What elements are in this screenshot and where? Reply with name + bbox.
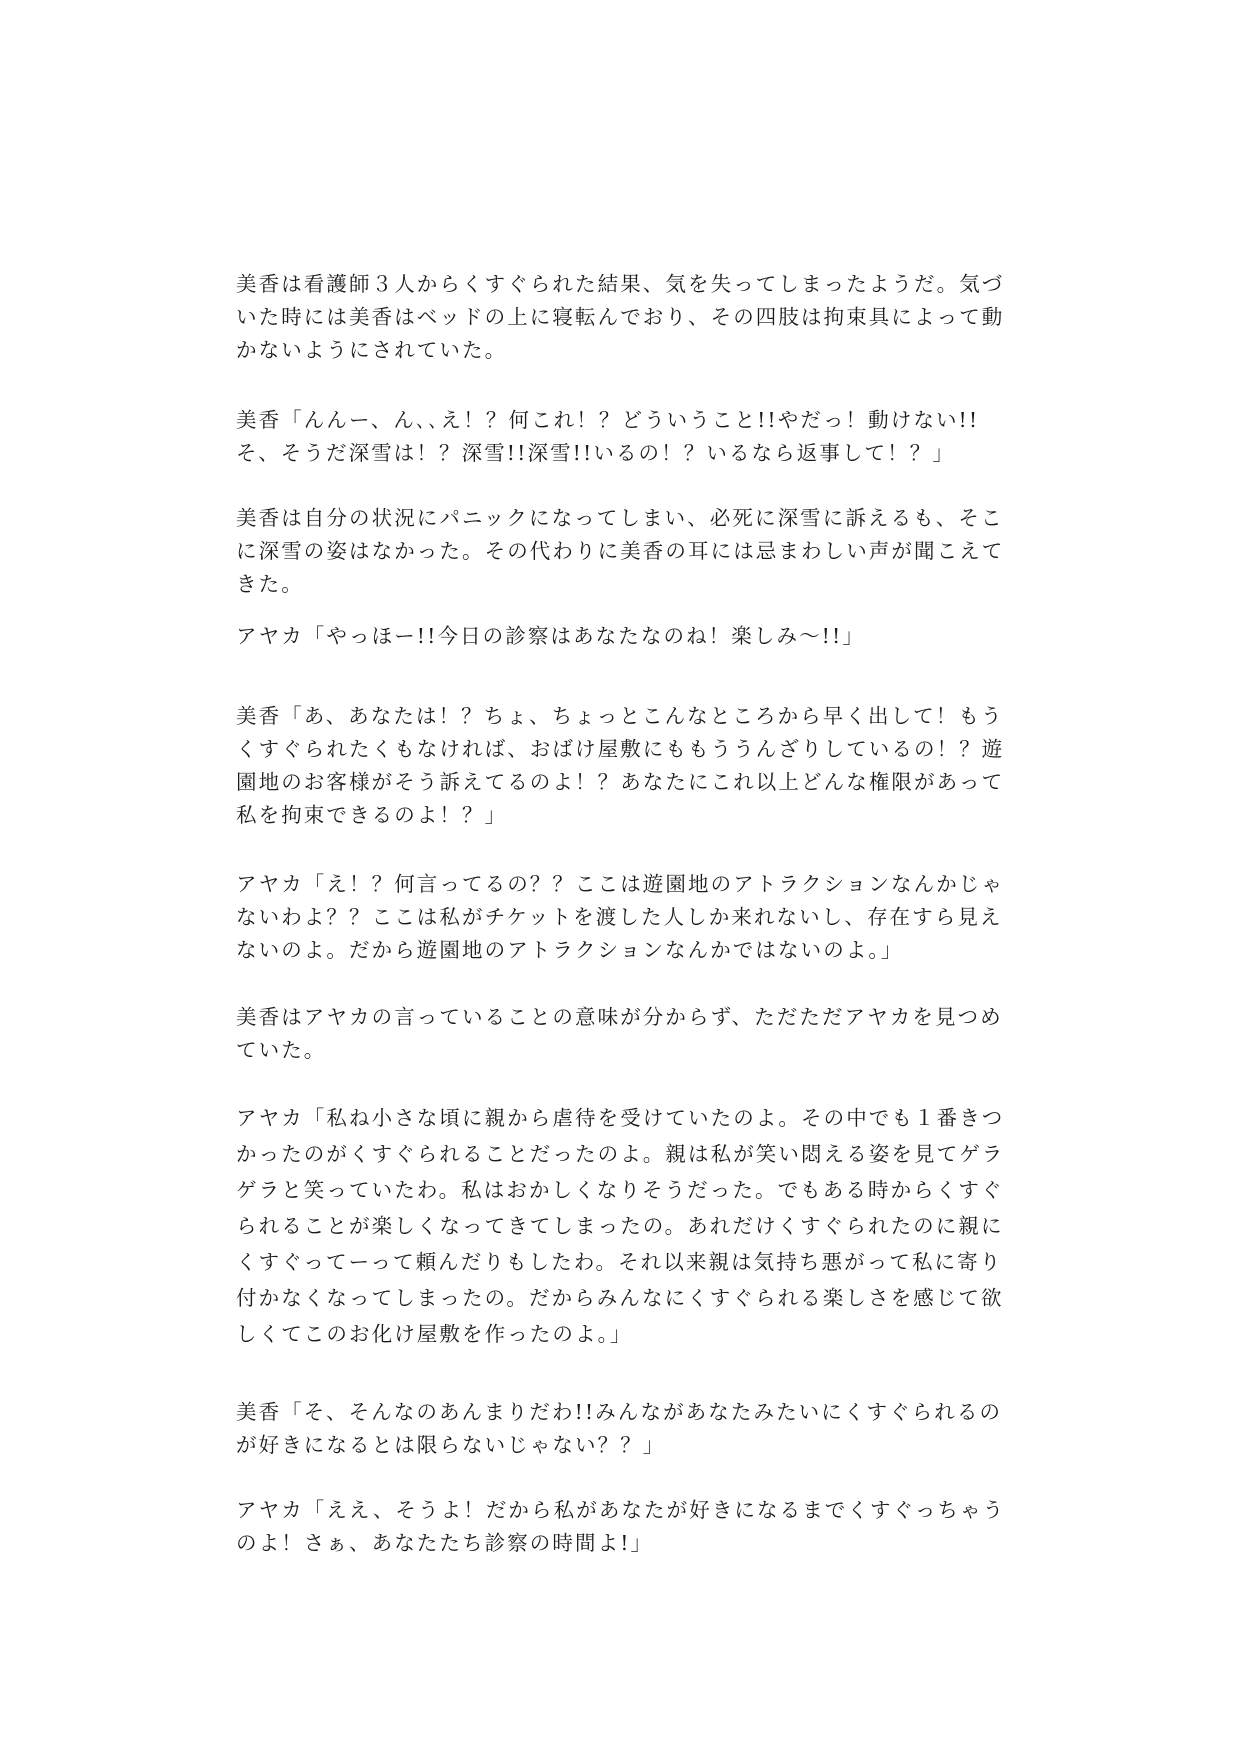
narration-paragraph: 美香は看護師３人からくすぐられた結果、気を失ってしまったようだ。気づいた時には美香はベッドの上に寝転んでおり、その四肢は拘束具によって動かないようにされていた。 xyxy=(236,272,1005,362)
dialogue-paragraph: アヤカ「え！？何言ってるの？？ここは遊園地のアトラクションなんかじゃないわよ？？ここは私がチケットを渡した人しか来れないし、存在すら見えないのよ。だから遊園地のアトラクションなんかではないのよ。」 xyxy=(236,872,1004,962)
narration-paragraph: 美香はアヤカの言っていることの意味が分からず、ただただアヤカを見つめていた。 xyxy=(236,1005,1003,1062)
dialogue-paragraph: アヤカ「やっほー!!今日の診察はあなたなのね！楽しみ〜!!」 xyxy=(236,624,865,648)
narration-paragraph: 美香は自分の状況にパニックになってしまい、必死に深雪に訴えるも、そこに深雪の姿はなかった。その代わりに美香の耳には忌まわしい声が聞こえてきた。 xyxy=(236,506,1005,596)
dialogue-paragraph: 美香「あ、あなたは！？ちょ、ちょっとこんなところから早く出して！もうくすぐられたくもなければ、おばけ屋敷にももううんざりしているの！？遊園地のお客様がそう訴えてるのよ！？あなたにこれ以上どんな権限があって私を拘束できるのよ！？」 xyxy=(236,704,1005,827)
dialogue-paragraph: アヤカ「私ね小さな頃に親から虐待を受けていたのよ。その中でも１番きつかったのがくすぐられることだったのよ。親は私が笑い悶える姿を見てゲラゲラと笑っていたわ。私はおかしくなりそうだった。でもある時からくすぐられることが楽しくなってきてしまったの。あれだけくすぐられたのに親にくすぐってーって頼んだりもしたわ。それ以来親は気持ち悪がって私に寄り付かなくなってしまったの。だからみんなにくすぐられる楽しさを感じて欲しくてこのお化け屋敷を作ったのよ。」 xyxy=(236,1106,1005,1346)
dialogue-paragraph: アヤカ「ええ、そうよ！だから私があなたが好きになるまでくすぐっちゃうのよ！さぁ、あなたたち診察の時間よ!」 xyxy=(236,1498,1006,1555)
dialogue-paragraph: 美香「んんー、ん､､え！？何これ！？どういうこと!!やだっ！動けない!!そ、そうだ深雪は！？深雪!!深雪!!いるの！？いるなら返事して！？」 xyxy=(236,408,980,465)
dialogue-paragraph: 美香「そ、そんなのあんまりだわ!!みんながあなたみたいにくすぐられるのが好きになるとは限らないじゃない？？」 xyxy=(236,1400,1003,1457)
